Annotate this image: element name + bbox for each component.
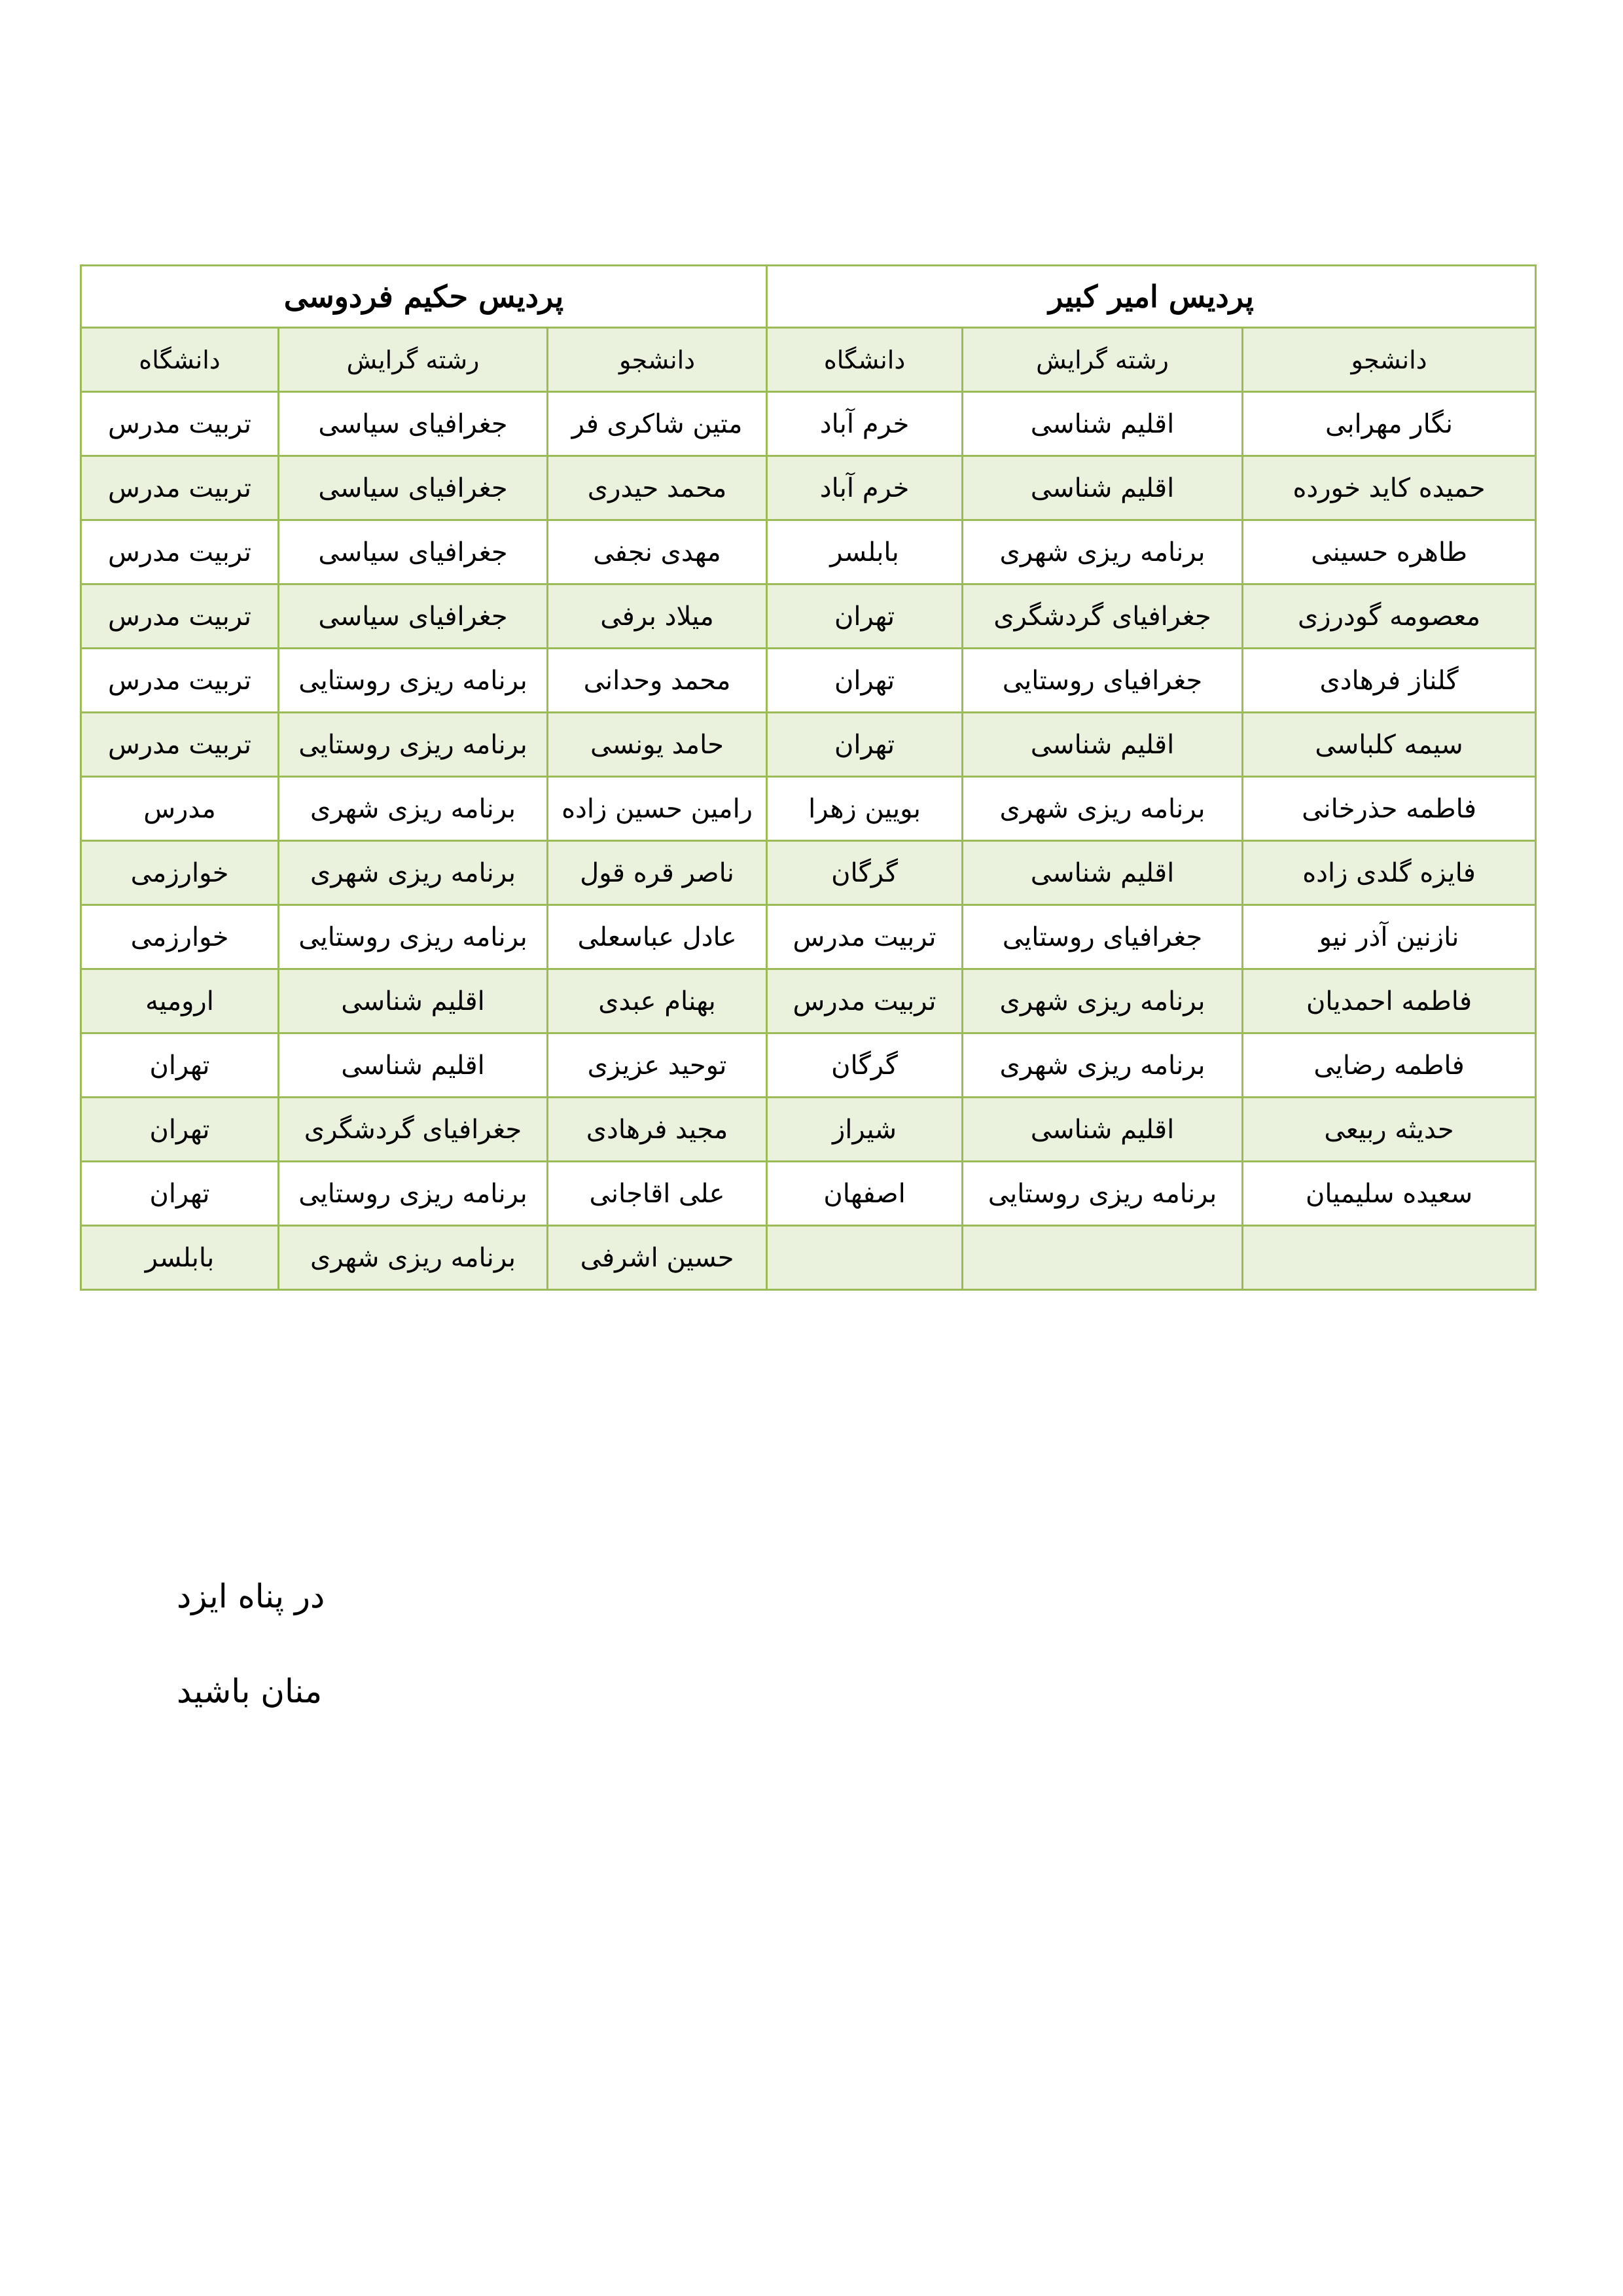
- cell-university-b: خوارزمی: [81, 841, 279, 905]
- cell-university-b: تربیت مدرس: [81, 456, 279, 520]
- cell-major-b: برنامه ریزی روستایی: [279, 713, 548, 777]
- cell-student-b: بهنام عبدی: [548, 969, 767, 1033]
- cell-major-a: اقلیم شناسی: [963, 713, 1243, 777]
- cell-student-a: [1243, 1226, 1536, 1290]
- cell-student-b: حسین اشرفی: [548, 1226, 767, 1290]
- campus-title-row: [81, 266, 1536, 328]
- closing-line-1: در پناه ایزد: [177, 1577, 325, 1615]
- cell-student-b: میلاد برفی: [548, 584, 767, 649]
- cell-student-b: مجید فرهادی: [548, 1098, 767, 1162]
- campus-b-title: پردیس حکیم فردوسی: [81, 266, 767, 328]
- header-major-b: رشته گرایش: [279, 328, 548, 392]
- table-row: [81, 969, 1536, 1033]
- table-row: [81, 777, 1536, 841]
- cell-university-a: گرگان: [767, 841, 963, 905]
- cell-student-b: علی اقاجانی: [548, 1162, 767, 1226]
- cell-major-a: برنامه ریزی روستایی: [963, 1162, 1243, 1226]
- cell-university-a: تهران: [767, 713, 963, 777]
- table-row: [81, 713, 1536, 777]
- cell-student-b: حامد یونسی: [548, 713, 767, 777]
- cell-student-a: فاطمه احمدیان: [1243, 969, 1536, 1033]
- cell-major-a: جغرافیای گردشگری: [963, 584, 1243, 649]
- cell-major-b: جغرافیای سیاسی: [279, 456, 548, 520]
- cell-student-b: مهدی نجفی: [548, 520, 767, 584]
- cell-major-a: برنامه ریزی شهری: [963, 520, 1243, 584]
- cell-student-a: گلناز فرهادی: [1243, 649, 1536, 713]
- cell-major-b: برنامه ریزی روستایی: [279, 649, 548, 713]
- cell-major-a: [963, 1226, 1243, 1290]
- cell-university-b: بابلسر: [81, 1226, 279, 1290]
- students-campus-table: [80, 264, 1537, 1291]
- cell-student-a: حمیده کاید خورده: [1243, 456, 1536, 520]
- cell-major-a: اقلیم شناسی: [963, 841, 1243, 905]
- cell-university-b: تهران: [81, 1098, 279, 1162]
- table-body: [81, 392, 1536, 1290]
- table-row: [81, 1033, 1536, 1098]
- cell-university-a: گرگان: [767, 1033, 963, 1098]
- cell-major-b: جغرافیای سیاسی: [279, 520, 548, 584]
- cell-student-a: حدیثه ربیعی: [1243, 1098, 1536, 1162]
- cell-major-b: برنامه ریزی شهری: [279, 841, 548, 905]
- cell-major-b: اقلیم شناسی: [279, 1033, 548, 1098]
- cell-student-a: فایزه گلدی زاده: [1243, 841, 1536, 905]
- cell-major-a: اقلیم شناسی: [963, 456, 1243, 520]
- table-row: [81, 520, 1536, 584]
- cell-major-a: برنامه ریزی شهری: [963, 777, 1243, 841]
- column-header-row: [81, 328, 1536, 392]
- table-row: [81, 841, 1536, 905]
- cell-student-a: طاهره حسینی: [1243, 520, 1536, 584]
- cell-university-a: تربیت مدرس: [767, 969, 963, 1033]
- table-row: [81, 1226, 1536, 1290]
- cell-university-b: تربیت مدرس: [81, 713, 279, 777]
- table-row: [81, 649, 1536, 713]
- closing-line-2: منان باشید: [177, 1672, 323, 1710]
- cell-university-b: تربیت مدرس: [81, 584, 279, 649]
- cell-major-a: اقلیم شناسی: [963, 392, 1243, 456]
- cell-student-b: توحید عزیزی: [548, 1033, 767, 1098]
- cell-major-b: اقلیم شناسی: [279, 969, 548, 1033]
- cell-university-a: تهران: [767, 649, 963, 713]
- cell-student-a: فاطمه رضایی: [1243, 1033, 1536, 1098]
- cell-major-b: برنامه ریزی روستایی: [279, 905, 548, 969]
- cell-student-a: نگار مهرابی: [1243, 392, 1536, 456]
- cell-university-b: تربیت مدرس: [81, 649, 279, 713]
- cell-university-a: تربیت مدرس: [767, 905, 963, 969]
- cell-university-a: خرم آباد: [767, 456, 963, 520]
- cell-student-b: رامین حسین زاده: [548, 777, 767, 841]
- cell-major-a: برنامه ریزی شهری: [963, 1033, 1243, 1098]
- cell-major-b: برنامه ریزی شهری: [279, 777, 548, 841]
- header-major-a: رشته گرایش: [963, 328, 1243, 392]
- table-row: [81, 584, 1536, 649]
- cell-student-a: سعیده سلیمیان: [1243, 1162, 1536, 1226]
- cell-major-b: برنامه ریزی شهری: [279, 1226, 548, 1290]
- table-row: [81, 456, 1536, 520]
- cell-university-a: [767, 1226, 963, 1290]
- cell-student-a: نازنین آذر نیو: [1243, 905, 1536, 969]
- cell-student-b: محمد وحدانی: [548, 649, 767, 713]
- header-student-a: دانشجو: [1243, 328, 1536, 392]
- cell-student-a: معصومه گودرزی: [1243, 584, 1536, 649]
- cell-university-b: تهران: [81, 1162, 279, 1226]
- cell-university-b: تهران: [81, 1033, 279, 1098]
- cell-major-a: جغرافیای روستایی: [963, 649, 1243, 713]
- table-row: [81, 905, 1536, 969]
- cell-university-a: خرم آباد: [767, 392, 963, 456]
- cell-major-b: جغرافیای سیاسی: [279, 584, 548, 649]
- cell-major-a: برنامه ریزی شهری: [963, 969, 1243, 1033]
- cell-student-b: محمد حیدری: [548, 456, 767, 520]
- header-university-b: دانشگاه: [81, 328, 279, 392]
- cell-student-b: متین شاکری فر: [548, 392, 767, 456]
- cell-student-b: ناصر قره قول: [548, 841, 767, 905]
- cell-major-b: جغرافیای گردشگری: [279, 1098, 548, 1162]
- header-student-b: دانشجو: [548, 328, 767, 392]
- cell-university-a: شیراز: [767, 1098, 963, 1162]
- cell-university-b: ارومیه: [81, 969, 279, 1033]
- cell-university-b: خوارزمی: [81, 905, 279, 969]
- cell-university-a: اصفهان: [767, 1162, 963, 1226]
- campus-a-title: پردیس امیر کبیر: [767, 266, 1536, 328]
- table-row: [81, 1098, 1536, 1162]
- cell-university-b: تربیت مدرس: [81, 392, 279, 456]
- cell-major-a: اقلیم شناسی: [963, 1098, 1243, 1162]
- cell-student-a: فاطمه حذرخانی: [1243, 777, 1536, 841]
- cell-university-a: تهران: [767, 584, 963, 649]
- header-university-a: دانشگاه: [767, 328, 963, 392]
- cell-major-b: جغرافیای سیاسی: [279, 392, 548, 456]
- table-row: [81, 392, 1536, 456]
- cell-student-b: عادل عباسعلی: [548, 905, 767, 969]
- cell-major-a: جغرافیای روستایی: [963, 905, 1243, 969]
- cell-university-a: بویین زهرا: [767, 777, 963, 841]
- cell-university-b: مدرس: [81, 777, 279, 841]
- cell-major-b: برنامه ریزی روستایی: [279, 1162, 548, 1226]
- cell-university-b: تربیت مدرس: [81, 520, 279, 584]
- table-row: [81, 1162, 1536, 1226]
- cell-student-a: سیمه کلباسی: [1243, 713, 1536, 777]
- cell-university-a: بابلسر: [767, 520, 963, 584]
